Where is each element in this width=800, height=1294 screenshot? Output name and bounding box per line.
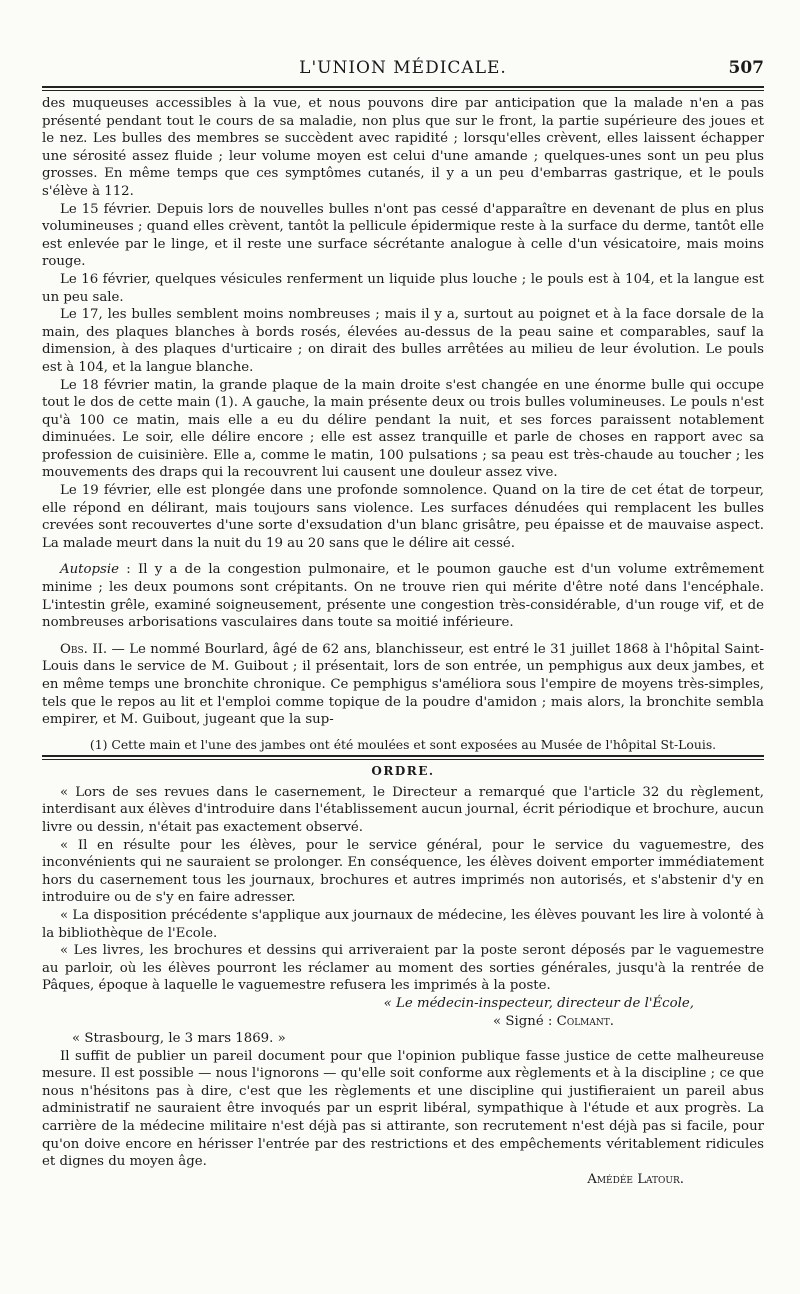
- autopsie-paragraph: [42, 561, 764, 631]
- paragraph: Le 19 février, elle est plongée dans une profonde somnolence. Quand on la tire de cet état de torpeur, elle répond en délirant, mais toujours sans violence. Les surfaces dénudées qui remplacent les bulles crevées sont recouvertes d'une sorte d'exsudation d'un blanc grisâtre, peu épaisse et de mauvaise aspect. La malade meurt dans la nuit du 19 au 20 sans que le délire ait cessé.: [42, 483, 764, 551]
- observation-text: — Le nommé Bourlard, âgé de 62 ans, blanchisseur, est entré le 31 juillet 1868 à l'hôpital Saint-Louis dans le service de M. Guibout ; il présentait, lors de son entrée, un pemphigus aux deux jambes, et en même temps une bronchite chronique. Ce pemphigus s'améliora sous l'empire de moyens très-simples, tels que le repos au lit et l'emploi comme topique de la poudre d'amidon ; mais alors, la bronchite sembla empirer, et M. Guibout, jugeant que la sup-: [42, 641, 764, 728]
- observation-paragraph: [42, 641, 764, 729]
- author-signature: [42, 1171, 764, 1189]
- footnote: (1) Cette main et l'une des jambes ont été moulées et sont exposées au Musée de l'hôpital St-Louis.: [89, 736, 717, 752]
- signature-name: Colmant.: [556, 1013, 614, 1029]
- paragraph: Le 18 février matin, la grande plaque de la main droite s'est changée en une énorme bulle qui occupe tout le dos de cette main (1). A gauche, la main présente deux ou trois bulles volumineuses. Le pouls n'est qu'à 100 ce matin, mais elle a eu du délire pendant la nuit, et ses forces paraissent notablement diminuées. Le soir, elle délire encore ; elle est assez tranquille et parle de choses en rapport avec sa profession de cuisinière. Elle a, comme le matin, 100 pulsations ; sa peau est très-chaude au toucher ; les mouvements des draps qui la recouvrent lui causent une douleur assez vive.: [42, 377, 764, 481]
- paragraph: des muqueuses accessibles à la vue, et nous pouvons dire par anticipation que la malade n'en a pas présenté pendant tout le cours de sa maladie, non plus que sur le front, la partie supérieure des joues et le nez. Les bulles des membres se succèdent avec rapidité ; lorsqu'elles crèvent, elles laissent échapper une sérosité assez fluide ; leur volume moyen est celui d'une amande ; quelques-unes sont un peu plus grosses. En même temps que ces symptômes cutanés, il y a un peu d'embarras gastrique, et le pouls s'élève à 112.: [42, 96, 764, 199]
- signature-prefix: « Signé :: [493, 1013, 557, 1029]
- signature-line: [42, 1013, 764, 1031]
- ordre-paragraph: « Lors de ses revues dans le casernement, le Directeur a remarqué que l'article 32 du règlement, interdisant aux élèves d'introduire dans l'établissement aucun journal, écrit périodique et brochure, aucun livre ou dessin, n'était pas exactement observé.: [42, 784, 764, 835]
- section-rule: [42, 755, 764, 760]
- dateline: « Strasbourg, le 3 mars 1869. »: [72, 1031, 286, 1047]
- ordre-paragraph: « La disposition précédente s'applique aux journaux de médecine, les élèves pouvant les lire à volonté à la bibliothèque de l'Ecole.: [42, 907, 764, 941]
- ordre-paragraph: « Les livres, les brochures et dessins qui arriveraient par la poste seront déposés par le vaguemestre au parloir, où les élèves pourront les réclamer au moment des sorties générales, jusqu'à la rentrée de Pâques, époque à laquelle le vaguemestre refusera les imprimés à la poste.: [42, 943, 764, 994]
- autopsie-label: Autopsie: [60, 562, 119, 578]
- ordre-title: ORDRE.: [371, 763, 435, 778]
- page-number: 507: [728, 58, 764, 78]
- autopsie-text: : Il y a de la congestion pulmonaire, et le poumon gauche est d'un volume extrêmement minime ; les deux poumons sont crépitants. On ne trouve rien qui mérite d'être noté dans l'encéphale. L'intestin grêle, examiné soigneusement, présente une congestion très-considérable, d'un rouge vif, et de nombreuses arborisations vasculaires dans toute sa moitié inférieure.: [42, 562, 764, 631]
- closing-paragraph: Il suffit de publier un pareil document pour que l'opinion publique fasse justice de cette malheureuse mesure. Il est possible — nous l'ignorons — qu'elle soit conforme aux règlements et à la discipline ; ce que nous n'hésitons pas à dire, c'est que les règlements et une discipline qui justifieraient un pareil abus administratif ne sauraient être invoqués par un esprit libéral, sympathique à l'étude et aux progrès. La carrière de la médecine militaire n'est déjà pas si attirante, son recrutement n'est déjà pas si facile, pour qu'on doive encore en hérisser l'entrée par des restrictions et des empêchements véritablement ridicules et dignes du moyen âge.: [42, 1048, 764, 1170]
- header-rule: [42, 86, 764, 91]
- page-header: [42, 58, 764, 84]
- ordre-paragraph: « Il en résulte pour les élèves, pour le service général, pour le service du vaguemestre, des inconvénients qui ne sauraient se prolonger. En conséquence, les élèves doivent emporter immédiatement hors du casernement tous les journaux, brochures et autres imprimés non autorisés, et s'abstenir d'y en introduire ou de s'y en faire adresser.: [42, 837, 764, 906]
- observation-label: Obs. II.: [60, 641, 108, 657]
- author-name: Amédée Latour.: [587, 1171, 684, 1187]
- paragraph: Le 16 février, quelques vésicules renferment un liquide plus louche ; le pouls est à 104, et la langue est un peu sale.: [42, 271, 764, 305]
- paragraph: Le 17, les bulles semblent moins nombreuses ; mais il y a, surtout au poignet et à la face dorsale de la main, des plaques blanches à bords rosés, élevées au-dessus de la peau saine et comparables, sauf la dimension, à des plaques d'urticaire ; on dirait des bulles arrêtées au milieu de leur évolution. Le pouls est à 104, et la langue blanche.: [42, 307, 764, 375]
- journal-title: L'UNION MÉDICALE.: [299, 58, 507, 78]
- paragraph: Le 15 février. Depuis lors de nouvelles bulles n'ont pas cessé d'apparaître en devenant de plus en plus volumineuses ; quand elles crèvent, tantôt la pellicule épidermique reste à la surface du derme, tantôt elle est enlevée par le linge, et il reste une surface sécrétante analogue à celle d'un vésicatoire, mais moins rouge.: [42, 201, 764, 270]
- signature-title: « Le médecin-inspecteur, directeur de l'École,: [383, 995, 694, 1011]
